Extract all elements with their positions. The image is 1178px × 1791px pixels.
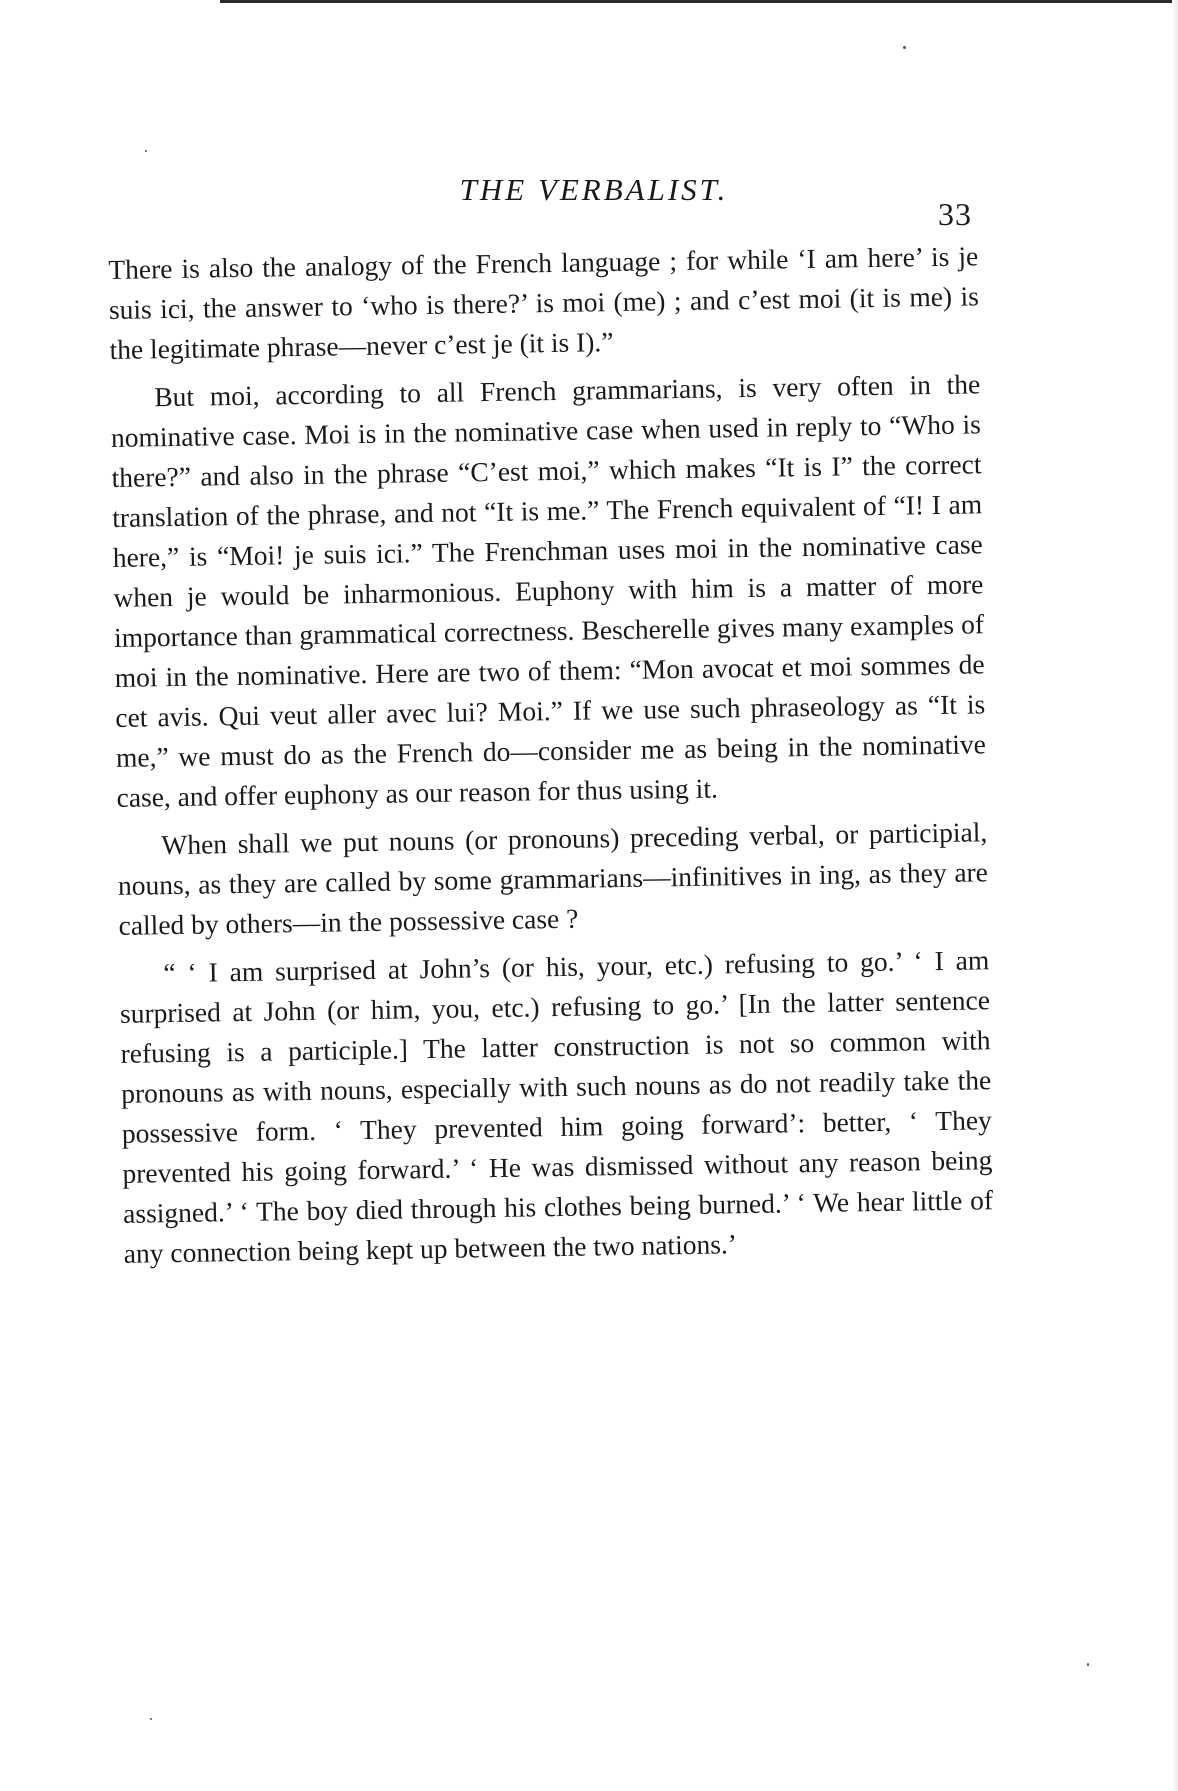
paragraph: “ ‘ I am surprised at John’s (or his, your, etc.) refusing to go.’ ‘ I am surprised at John (or him, you, etc.) refusing to go.’ [In the latter sentence refusing is a participle.] The latter construction is not so common with pronouns as with nouns, especially with such nouns as do not readily take the possessive form. ‘ They prevented him going forward’: better, ‘ They prevented his going forward.’ ‘ He was dismissed without any reason being assigned.’ ‘ The boy died through his clothes being burned.’ ‘ We hear little of any connection being kept up between the two nations.’ [119, 944, 994, 1269]
print-speck [903, 46, 906, 49]
print-speck [145, 150, 147, 152]
running-title: THE VERBALIST. [459, 172, 729, 207]
paragraph: When shall we put nouns (or pronouns) preceding verbal, or participial, nouns, as they are called by some grammarians—infinitives in ing, as they are called by others—in the possessive case ? [117, 816, 989, 941]
paragraph: But moi, according to all French grammarians, is very often in the nominative case. Moi is in the nominative case when used in reply to “Who is there?” and also in the phrase “C’est moi,” which makes “It is I” the correct translation of the phrase, and not “It is me.” The French equivalent of “I! I am here,” is “Moi! je suis ici.” The Frenchman uses moi in the nominative case when je would be inharmonious. Euphony with him is a matter of more importance than grammatical correctness. Bescherelle gives many examples of moi in the nominative. Here are two of them: “Mon avocat et moi sommes de cet avis. Qui veut aller avec lui? Moi.” If we use such phraseology as “It is me,” we must do as the French do—consider me as being in the nominative case, and offer euphony as our reason for thus using it. [110, 368, 987, 813]
page-number: 33 [938, 196, 972, 232]
print-speck [1087, 1663, 1089, 1666]
page-edge [220, 0, 1178, 3]
page-body [108, 236, 994, 1282]
paragraph: There is also the analogy of the French language ; for while ‘I am here’ is je suis ici, the answer to ‘who is there?’ is moi (me) ; and c’est moi (it is me) is the legitimate phrase—never c’est je (it is I).” [108, 240, 980, 365]
print-speck [150, 1718, 152, 1720]
page-shadow [1172, 0, 1178, 1791]
